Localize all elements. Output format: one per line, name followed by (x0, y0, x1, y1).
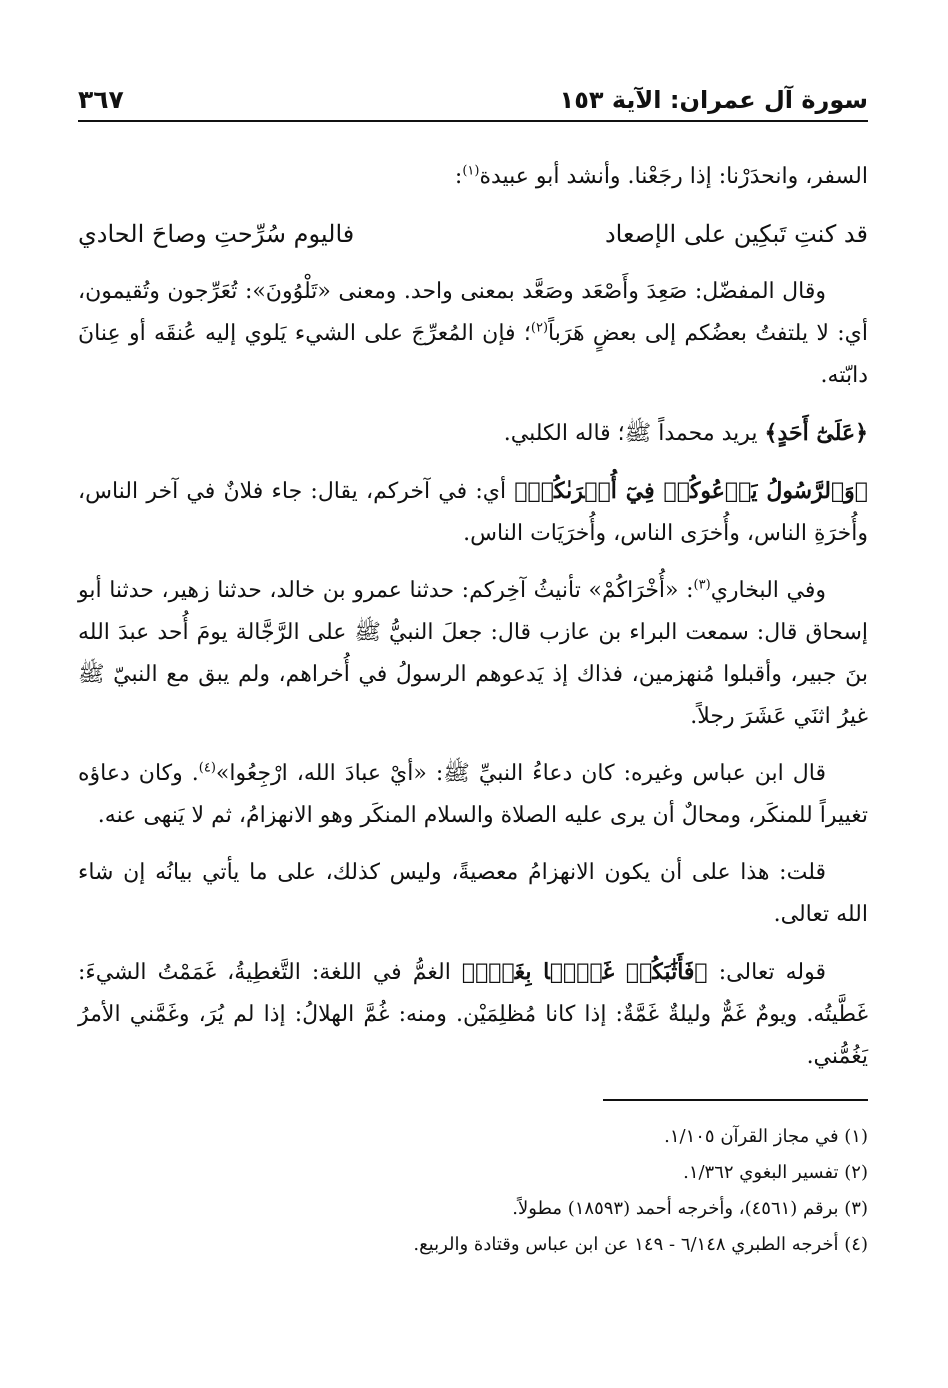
paragraph-1 (78, 156, 868, 198)
paragraph-3 (78, 412, 868, 455)
paragraph-4 (78, 470, 868, 555)
footnote-reference-2: (٢) (530, 320, 549, 336)
book-page (78, 70, 868, 1360)
page-header (78, 70, 868, 122)
footnote-reference-1: (١) (462, 163, 480, 179)
page-number: ٣٦٧ (78, 85, 124, 114)
footnotes (78, 1119, 868, 1263)
paragraph-1-text: السفر، وانحدَرْنا: إذا رجَعْنا. وأنشد أبو عبيدة (479, 164, 868, 189)
poetry-verse (78, 213, 868, 255)
paragraph-6-after-reference: . وكان دعاؤه تغييراً للمنكَر، ومحالٌ أن يرى عليه الصلاة والسلام المنكَر وهو الانهزامُ، ثم لا يَنهى عنه. (78, 761, 868, 828)
paragraph-5-before-reference: وفي البخاري (710, 578, 826, 603)
quran-quote: ﴿وَٱلرَّسُولُ يَدۡعُوكُمۡ فِيٓ أُخۡرَىٰكُمۡ﴾ (514, 478, 868, 504)
footnote-4: (٤) أخرجه الطبري ٦/١٤٨ - ١٤٩ عن ابن عباس وقتادة والربيع. (413, 1234, 868, 1255)
footnote-1: (١) في مجاز القرآن ١/١٠٥. (664, 1126, 868, 1147)
paragraph-8 (78, 951, 868, 1078)
main-text (78, 156, 868, 1078)
verse-second-hemistich: فاليوم سُرِّحتِ وصاحَ الحادي (78, 220, 355, 248)
footnote-reference-4: (٤) (198, 760, 216, 776)
footnote-3: (٣) برقم (٤٥٦١)، وأخرجه أحمد (١٨٥٩٣) مطولاً. (512, 1198, 868, 1219)
quran-quote: ﴿عَلَىٰٓ أَحَدٍ﴾ (764, 420, 868, 446)
paragraph-4-text: أي: في آخركم، يقال: جاء فلانٌ في آخر الناس، وأُخرَةِ الناس، وأُخرَى الناس، وأُخرَيَات الناس. (78, 479, 868, 546)
paragraph-1-end: : (454, 164, 463, 189)
paragraph-5-after-reference: : «أُخْرَاكُمْ» تأنيثُ آخِركم: حدثنا عمرو بن خالد، حدثنا زهير، حدثنا أبو إسحاق قال: سمعت البراء بن عازب قال: جعلَ النبيُّ ﷺ على الرَّجَّالة يومَ أُحد عبدَ الله بنَ جبير، وأقبلوا مُنهزمين، فذاك إذ يَدعوهم الرسولُ في أُخراهم، ولم يبق مع النبيّ ﷺ غيرُ اثنَي عَشَرَ رجلاً. (78, 578, 868, 729)
verse-first-hemistich: قد كنتِ تَبكِين على الإصعاد (604, 220, 868, 248)
paragraph-6 (78, 753, 868, 837)
running-title: سورة آل عمران: الآية ١٥٣ (559, 86, 868, 114)
paragraph-7: قلت: هذا على أن يكون الانهزامُ معصيةً، وليس كذلك، على ما يأتي بيانُه إن شاء الله تعالى. (78, 860, 868, 927)
paragraph-8-lead: قوله تعالى: (718, 960, 827, 985)
paragraph-2 (78, 271, 868, 397)
footnote-2: (٢) تفسير البغوي ١/٣٦٢. (683, 1162, 868, 1183)
footnote-reference-3: (٣) (693, 577, 711, 593)
paragraph-2-before-reference: وقال المفضّل: صَعِدَ وأَصْعَد وصَعَّد بمعنى واحد. ومعنى «تَلْوُونَ»: تُعَرِّجون وتُقيمون، أي: لا يلتفتُ بعضُكم إلى بعضٍ هَرَباً (78, 279, 868, 346)
paragraph-2-after-reference: ؛ فإن المُعرِّجَ على الشيء يَلوي إليه عُنقَه أو عِنانَ دابّته. (78, 321, 868, 388)
quran-quote: ﴿فَأَثَٰبَكُمۡ غَمَّۢا بِغَمّٖ﴾ (461, 959, 708, 985)
footnote-divider (603, 1099, 868, 1101)
paragraph-5 (78, 570, 868, 738)
paragraph-8-text: الغمُّ في اللغة: التَّغطِيةُ، غَمَمْتُ الشيءَ: غَطَّيتُه. ويومٌ غَمٌّ وليلةٌ غَمَّةٌ: إذا كانا مُظلِمَيْن. ومنه: غُمَّ الهلالُ: إذا لم يُرَ، وغَمَّني الأمرُ يَغُمُّني. (78, 960, 868, 1069)
paragraph-6-before-reference: قال ابن عباس وغيره: كان دعاءُ النبيِّ ﷺ: «أيْ عبادَ الله، ارْجِعُوا» (215, 761, 826, 786)
paragraph-3-text: يريد محمداً ﷺ؛ قاله الكلبي. (503, 421, 758, 446)
